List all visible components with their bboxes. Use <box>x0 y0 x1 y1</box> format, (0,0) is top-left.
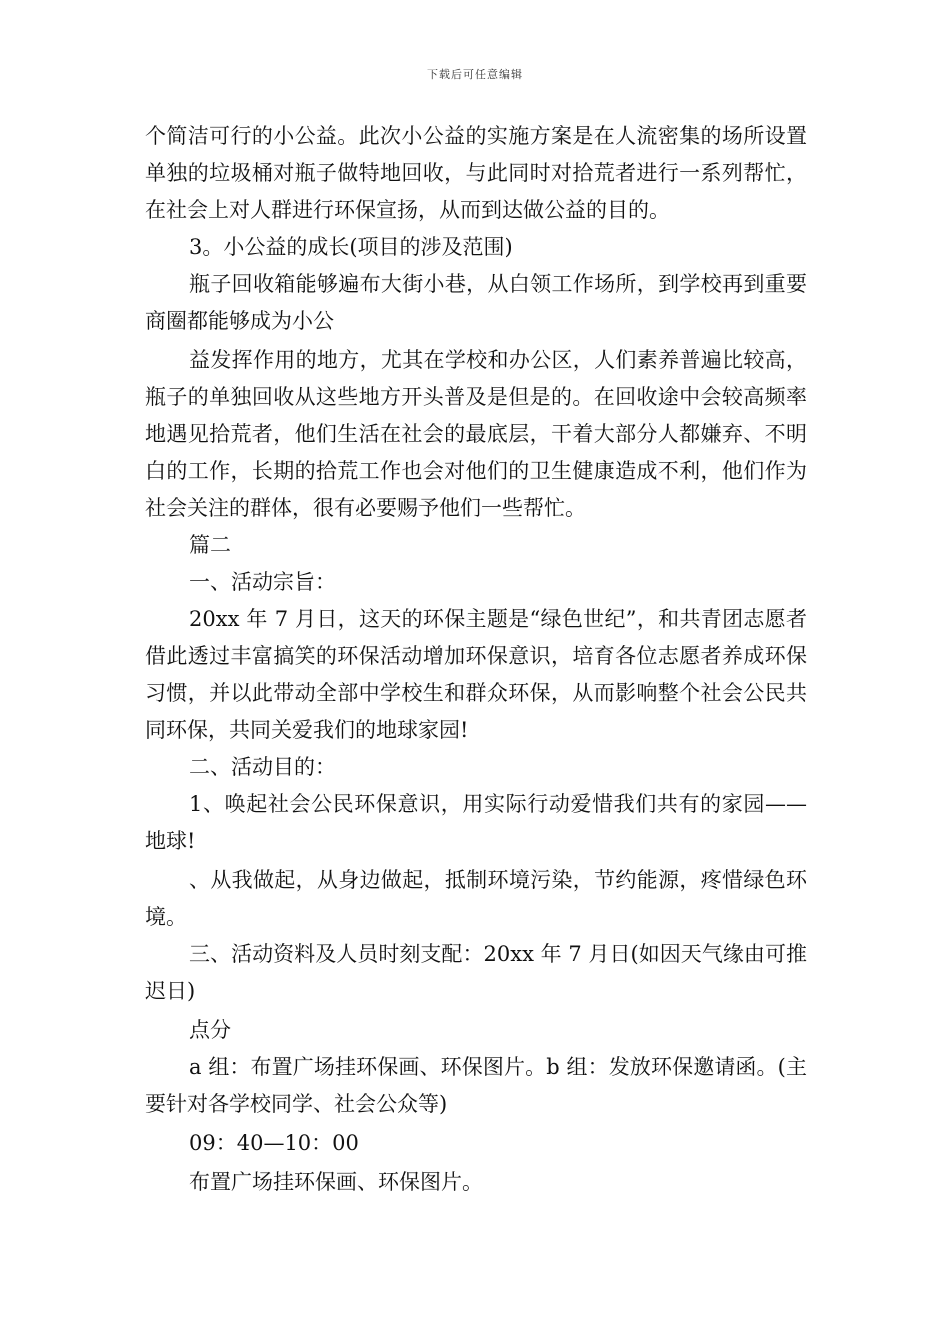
page-header: 下载后可任意编辑 <box>427 68 523 81</box>
section-heading-goals: 二、活动目的： <box>189 755 336 779</box>
section-title-pian-er: 篇二 <box>189 533 231 557</box>
paragraph-1: 个简洁可行的小公益。此次小公益的实施方案是在人流密集的场所设置单独的垃圾桶对瓶子做特地回收，与此同时对拾荒者进行一系列帮忙，在社会上对人群进行环保宣扬，从而到达做公益的目的。 <box>145 124 807 222</box>
schedule-groups: a 组：布置广场挂环保画、环保图片。b 组：发放环保邀请函。(主要针对各学校同学、社会公众等) <box>145 1055 807 1116</box>
document-body <box>145 118 807 1201</box>
schedule-task: 布置广场挂环保画、环保图片。 <box>189 1170 483 1194</box>
schedule-time-label: 点分 <box>189 1018 231 1042</box>
paragraph-3: 瓶子回收箱能够遍布大街小巷，从白领工作场所，到学校再到重要商圈都能够成为小公 <box>145 272 807 333</box>
paragraph-4: 益发挥作用的地方，尤其在学校和办公区，人们素养普遍比较高，瓶子的单独回收从这些地方开头普及是但是的。在回收途中会较高频率地遇见拾荒者，他们生活在社会的最底层，干着大部分人都嫌弃、不明白的工作，长期的拾荒工作也会对他们的卫生健康造成不利，他们作为社会关注的群体，很有必要赐予他们一些帮忙。 <box>145 348 807 520</box>
paragraph-2: 3。小公益的成长(项目的涉及范围) <box>189 235 513 259</box>
paragraph-purpose-text: 20xx 年 7 月日，这天的环保主题是“绿色世纪”，和共青团志愿者借此透过丰富搞笑的环保活动增加环保意识，培育各位志愿者养成环保习惯，并以此带动全部中学校生和群众环保，从而影响整个社会公民共同环保，共同关爱我们的地球家园! <box>145 607 807 742</box>
section-heading-purpose: 一、活动宗旨： <box>189 570 336 594</box>
section-heading-schedule: 三、活动资料及人员时刻支配：20xx 年 7 月日(如因天气缘由可推迟日) <box>145 942 807 1003</box>
goal-item-1: 1、唤起社会公民环保意识，用实际行动爱惜我们共有的家园——地球! <box>145 792 807 853</box>
schedule-time-range: 09：40—10：00 <box>189 1131 359 1155</box>
goal-item-2: 、从我做起，从身边做起，抵制环境污染，节约能源，疼惜绿色环境。 <box>145 868 807 929</box>
